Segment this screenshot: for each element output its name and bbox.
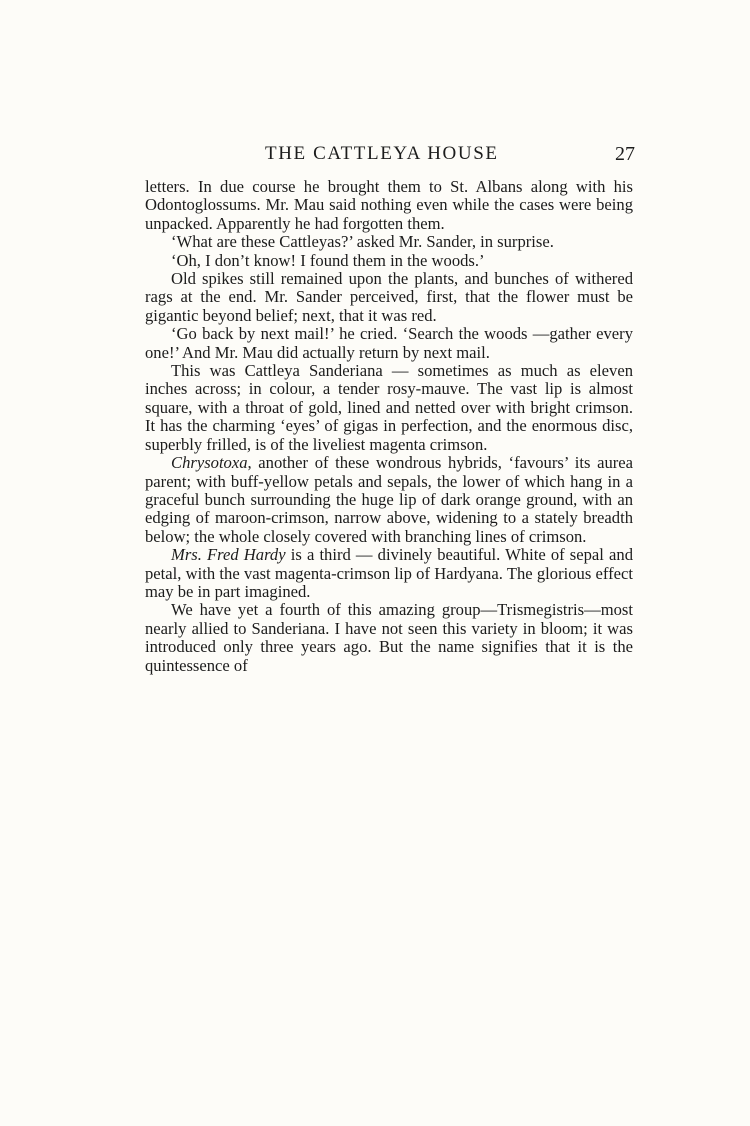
paragraph-go-back [145,325,633,362]
paragraph-italic-lead: Mrs. Fred Hardy [171,545,286,565]
running-head [145,143,635,173]
page-number: 27 [615,143,635,165]
paragraph-text: ‘What are these Cattleyas?’ asked Mr. Sander, in surprise. [171,232,554,252]
paragraph-text: Old spikes still remained upon the plants, and bunches of withered rags at the end. Mr. Sander perceived, first, that the flower must be gigantic beyond belief; next, that it was red. [145,269,633,325]
paragraph-dialogue-answer [145,252,633,270]
paragraph-text: ‘Oh, I don’t know! I found them in the woods.’ [171,250,485,270]
paragraph-italic-lead: Chrysotoxa [171,453,248,473]
paragraph-sanderiana [145,362,633,454]
paragraph-text: ‘Go back by next mail!’ he cried. ‘Search the woods —gather every one!’ And Mr. Mau did actually return by next mail. [145,324,633,362]
paragraph-continuation [145,178,633,233]
paragraph-mrs-fred-hardy [145,546,633,601]
paragraph-text: is a third — divinely beautiful. White of sepal and petal, with the vast magenta-crimson lip of Hardyana. The glorious effect may be in part imagined. [145,545,633,601]
paragraph-chrysotoxa [145,454,633,546]
paragraph-trismegistris [145,601,633,675]
paragraph-old-spikes [145,270,633,325]
running-title: THE CATTLEYA HOUSE [265,143,499,164]
paragraph-text: This was Cattleya Sanderiana — sometimes as much as eleven inches across; in colour, a tender rosy-mauve. The vast lip is almost square, with a throat of gold, lined and netted over with bright crimson. It has the charming ‘eyes’ of gigas in perfection, and the enormous disc, superbly frilled, is of the liveliest magenta crimson. [145,361,633,454]
paragraph-dialogue-question [145,233,633,251]
paragraph-text: , another of these wondrous hybrids, ‘favours’ its aurea parent; with buff-yellow petals and sepals, the lower of which hang in a graceful bunch surrounding the huge lip of dark orange ground, with an edging of maroon-crimson, narrow above, widening to a stately breadth below; the whole closely covered with branching lines of crimson. [145,453,633,546]
paragraph-text: We have yet a fourth of this amazing group—Trismegistris—most nearly allied to Sanderiana. I have not seen this variety in bloom; it was introduced only three years ago. But the name signifies that it is the quintessence of [145,600,633,675]
paragraph-text: letters. In due course he brought them to St. Albans along with his Odontoglossums. Mr. Mau said nothing even while the cases were being unpacked. Apparently he had forgotten them. [145,177,633,233]
body-text [145,178,633,675]
